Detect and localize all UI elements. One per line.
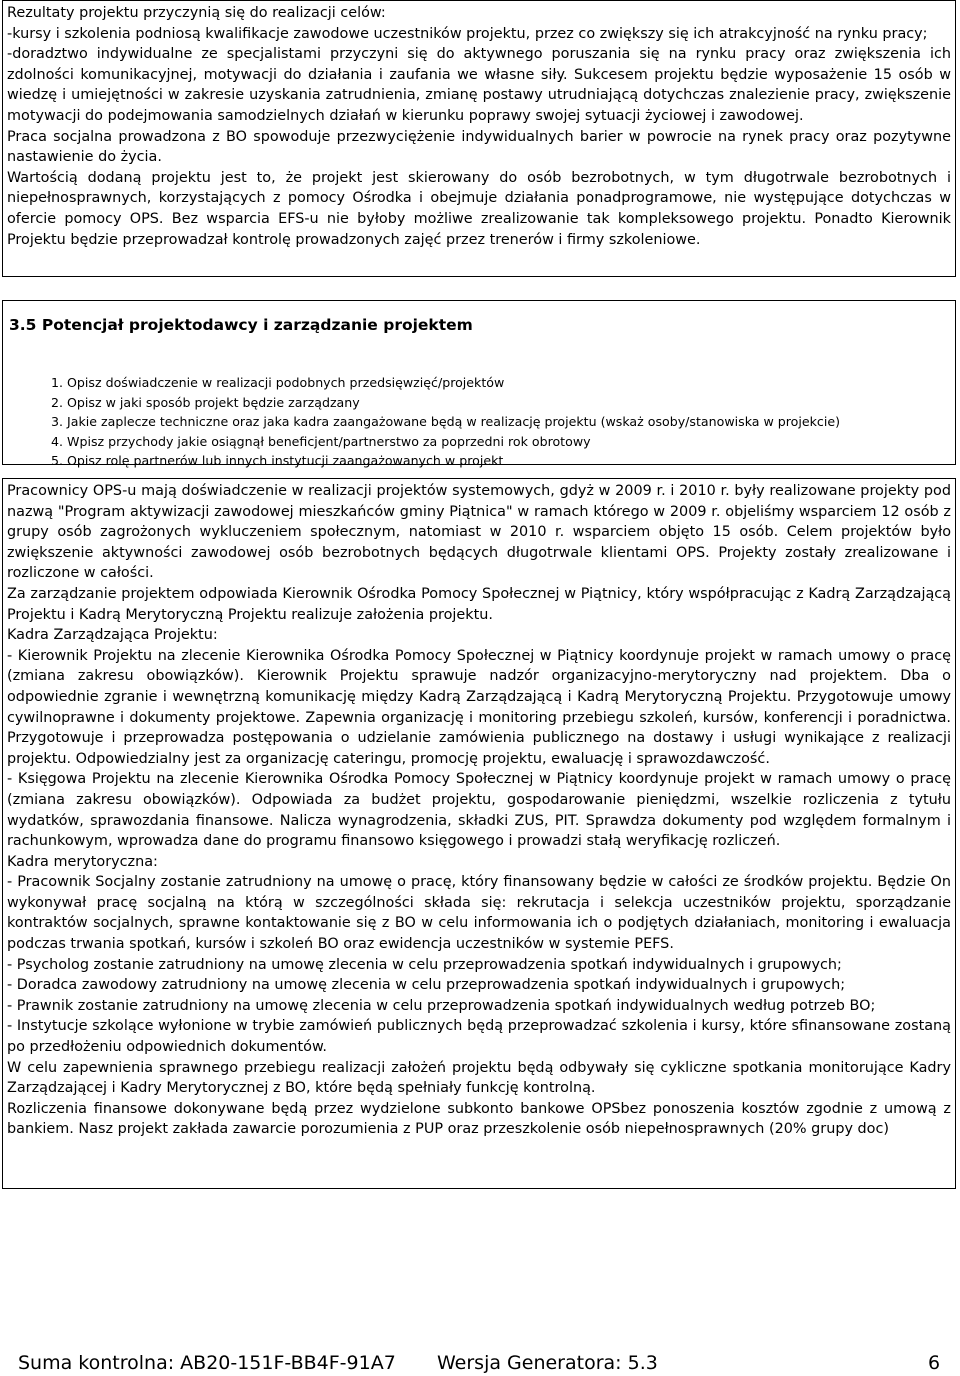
paragraph: Wartością dodaną projektu jest to, że projekt jest skierowany do osób bezrobotnych, w tym długotrwale bezrobotnych i niepełnosprawnych, korzystających z pomocy Ośrodka i obejmuje działania ponadprogramowe, nie występujące dotychczas w ofercie pomocy OPS. Bez wsparcia EFS-u nie byłoby możliwe zrealizowanie tak kompleksowego projektu. Ponadto Kierownik Projektu będzie przeprowadzał kontrolę prowadzonych zajęć przez trenerów i firmy szkoleniowe.	[7, 169, 951, 248]
paragraph: -doradztwo indywidualne ze specjalistami przyczyni się do aktywnego poruszania się na rynku pracy oraz zwiększenia ich zdolności komunikacyjnej, motywacji do działania i zaufania we własne siły. Sukcesem projektu będzie wyposażenie 15 osób w wiedzę i umiejętności w zakresie uzyskania zatrudnienia, zmianę postawy utrudniającą dotychczas znalezienie pracy, zwiększenie motywacji do podejmowania samodzielnych działań w kierunku poprawy swojej sytuacji życiowej i zawodowej.	[7, 46, 951, 124]
footer-page-number: 6	[928, 1352, 941, 1374]
list-item: 3. Jakie zaplecze techniczne oraz jaka kadra zaangażowane będą w realizację projektu (wskaż osoby/stanowiska w projekcie)	[51, 414, 841, 430]
list-item: 4. Wpisz przychody jakie osiągnął beneficjent/partnerstwo za poprzedni rok obrotowy	[51, 433, 591, 449]
list-item: 2. Opisz w jaki sposób projekt będzie zarządzany	[51, 394, 360, 410]
paragraph: - Instytucje szkolące wyłonione w trybie zamówień publicznych będą przeprowadzać szkolenia i kursy, które sfinansowane zostaną po przedłożeniu odpowiednich dokumentów.	[7, 1018, 951, 1056]
paragraph: Praca socjalna prowadzona z BO spowoduje przezwyciężenie indywidualnych barier w powrocie na rynek pracy oraz pozytywne nastawienie do życia.	[7, 128, 951, 166]
footer-checksum: Suma kontrolna: AB20-151F-BB4F-91A7	[18, 1352, 396, 1374]
paragraph: - Psycholog zostanie zatrudniony na umowę zlecenia w celu przeprowadzenia spotkań indywidualnych i grupowych;	[7, 956, 842, 973]
paragraph: -kursy i szkolenia podniosą kwalifikacje zawodowe uczestników projektu, przez co zwiększy się ich atrakcyjność na rynku pracy;	[7, 25, 928, 42]
paragraph: W celu zapewnienia sprawnego przebiegu realizacji założeń projektu będą odbywały się cykliczne spotkania monitorujące Kadry Zarządzającej i Kadry Merytorycznej z BO, które będą spełniały funkcję kontrolną.	[7, 1059, 951, 1097]
paragraph: - Pracownik Socjalny zostanie zatrudniony na umowę o pracę, który finansowany będzie w całości ze środków projektu. Będzie On wykonywał pracę socjalną na którą w szczególności składa się: rekrutacja i selekcja uczestników projektu, sporządzanie kontraktów socjalnych, sprawne kontaktowanie się z BO w celu informowania ich o podjętych działaniach, monitoring i ewaluacja podczas trwania spotkań, kursów i szkoleń BO oraz ewidencja uczestników w systemie PEFS.	[7, 874, 951, 953]
paragraph: Rezultaty projektu przyczynią się do realizacji celów:	[7, 5, 386, 21]
project-management-text-box	[2, 478, 956, 1189]
paragraph: Za zarządzanie projektem odpowiada Kierownik Ośrodka Pomocy Społecznej w Piątnicy, który współpracując z Kadrą Zarządzającą Projektu i Kadrą Merytoryczną Projektu realizuje założenia projektu.	[7, 585, 951, 623]
footer-generator-version: Wersja Generatora: 5.3	[437, 1352, 658, 1374]
instruction-list	[51, 373, 840, 471]
section-heading: 3.5 Potencjał projektodawcy i zarządzanie projektem	[9, 316, 473, 334]
paragraph: - Prawnik zostanie zatrudniony na umowę zlecenia w celu przeprowadzenia spotkań indywidualnych według potrzeb BO;	[7, 997, 876, 1014]
paragraph: - Kierownik Projektu na zlecenie Kierownika Ośrodka Pomocy Społecznej w Piątnicy koordynuje projekt w ramach umowy o pracę (zmiana zakresu obowiązków). Kierownik Projektu sprawuje nadzór organizacyjno-merytoryczny nad projektem. Dba o odpowiednie zgranie i wewnętrzną komunikację między Kadrą Zarządzającą i Kadrą Merytoryczną Projektu. Przygotowuje umowy cywilnoprawne i dokumenty projektowe. Zapewnia organizację i monitoring przebiegu szkoleń, kursów, konferencji i poradnictwa. Przygotowuje i przeprowadza postępowania o udzielanie zamówienia publicznego na dostawy i usługi wynikające z realizacji projektu. Odpowiedzialny jest za organizację cateringu, promocję projektu, ewaluację i sprawozdawczość.	[7, 647, 951, 767]
list-item: 1. Opisz doświadczenie w realizacji podobnych przedsięwzięć/projektów	[51, 375, 505, 390]
results-text-box	[2, 0, 956, 277]
paragraph: Pracownicy OPS-u mają doświadczenie w realizacji projektów systemowych, gdyż w 2009 r. i 2010 r. były realizowane projekty pod nazwą "Program aktywizacji zawodowej mieszkańców gminy Piątnica" w ramach którego w 2009 r. objeliśmy wsparciem 12 osób z grupy osób zagrożonych wykluczeniem społecznym, natomiast w 2010 r. wsparciem objęto 15 osób. Celem projektów było zwiększenie aktywności zawodowej osób bezrobotnych będących długotrwale klientami OPS. Projekty zostały zrealizowane i rozliczone w całości.	[7, 483, 951, 582]
paragraph: Kadra merytoryczna:	[7, 853, 158, 870]
paragraph: - Księgowa Projektu na zlecenie Kierownika Ośrodka Pomocy Społecznej w Piątnicy koordynuje projekt w ramach umowy o pracę (zmiana zakresu obowiązków). Odpowiada za budżet projektu, gospodarowanie pieniędzmi, wszelkie rozliczenia z tytułu wydatków, sprawozdania finansowe. Nalicza wynagrodzenia, składki ZUS, PIT. Sprawdza dokumenty pod względem formalnym i rachunkowym, wprowadza dane do programu finansowo księgowego i prowadzi stałą weryfikację rozliczeń.	[7, 771, 951, 850]
list-item: 5. Opisz rolę partnerów lub innych instytucji zaangażowanych w projekt	[51, 453, 504, 469]
paragraph: Rozliczenia finansowe dokonywane będą przez wydzielone subkonto bankowe OPSbez ponoszenia kosztów zgodnie z umową z bankiem. Nasz projekt zakłada zawarcie porozumienia z PUP oraz przeszkolenie osób niepełnosprawnych (20% grupy doc)	[7, 1100, 951, 1138]
section-instructions-box	[2, 300, 956, 469]
paragraph: Kadra Zarządzająca Projektu:	[7, 627, 218, 644]
paragraph: - Doradca zawodowy zatrudniony na umowę zlecenia w celu przeprowadzenia spotkań indywidualnych i grupowych;	[7, 977, 846, 994]
